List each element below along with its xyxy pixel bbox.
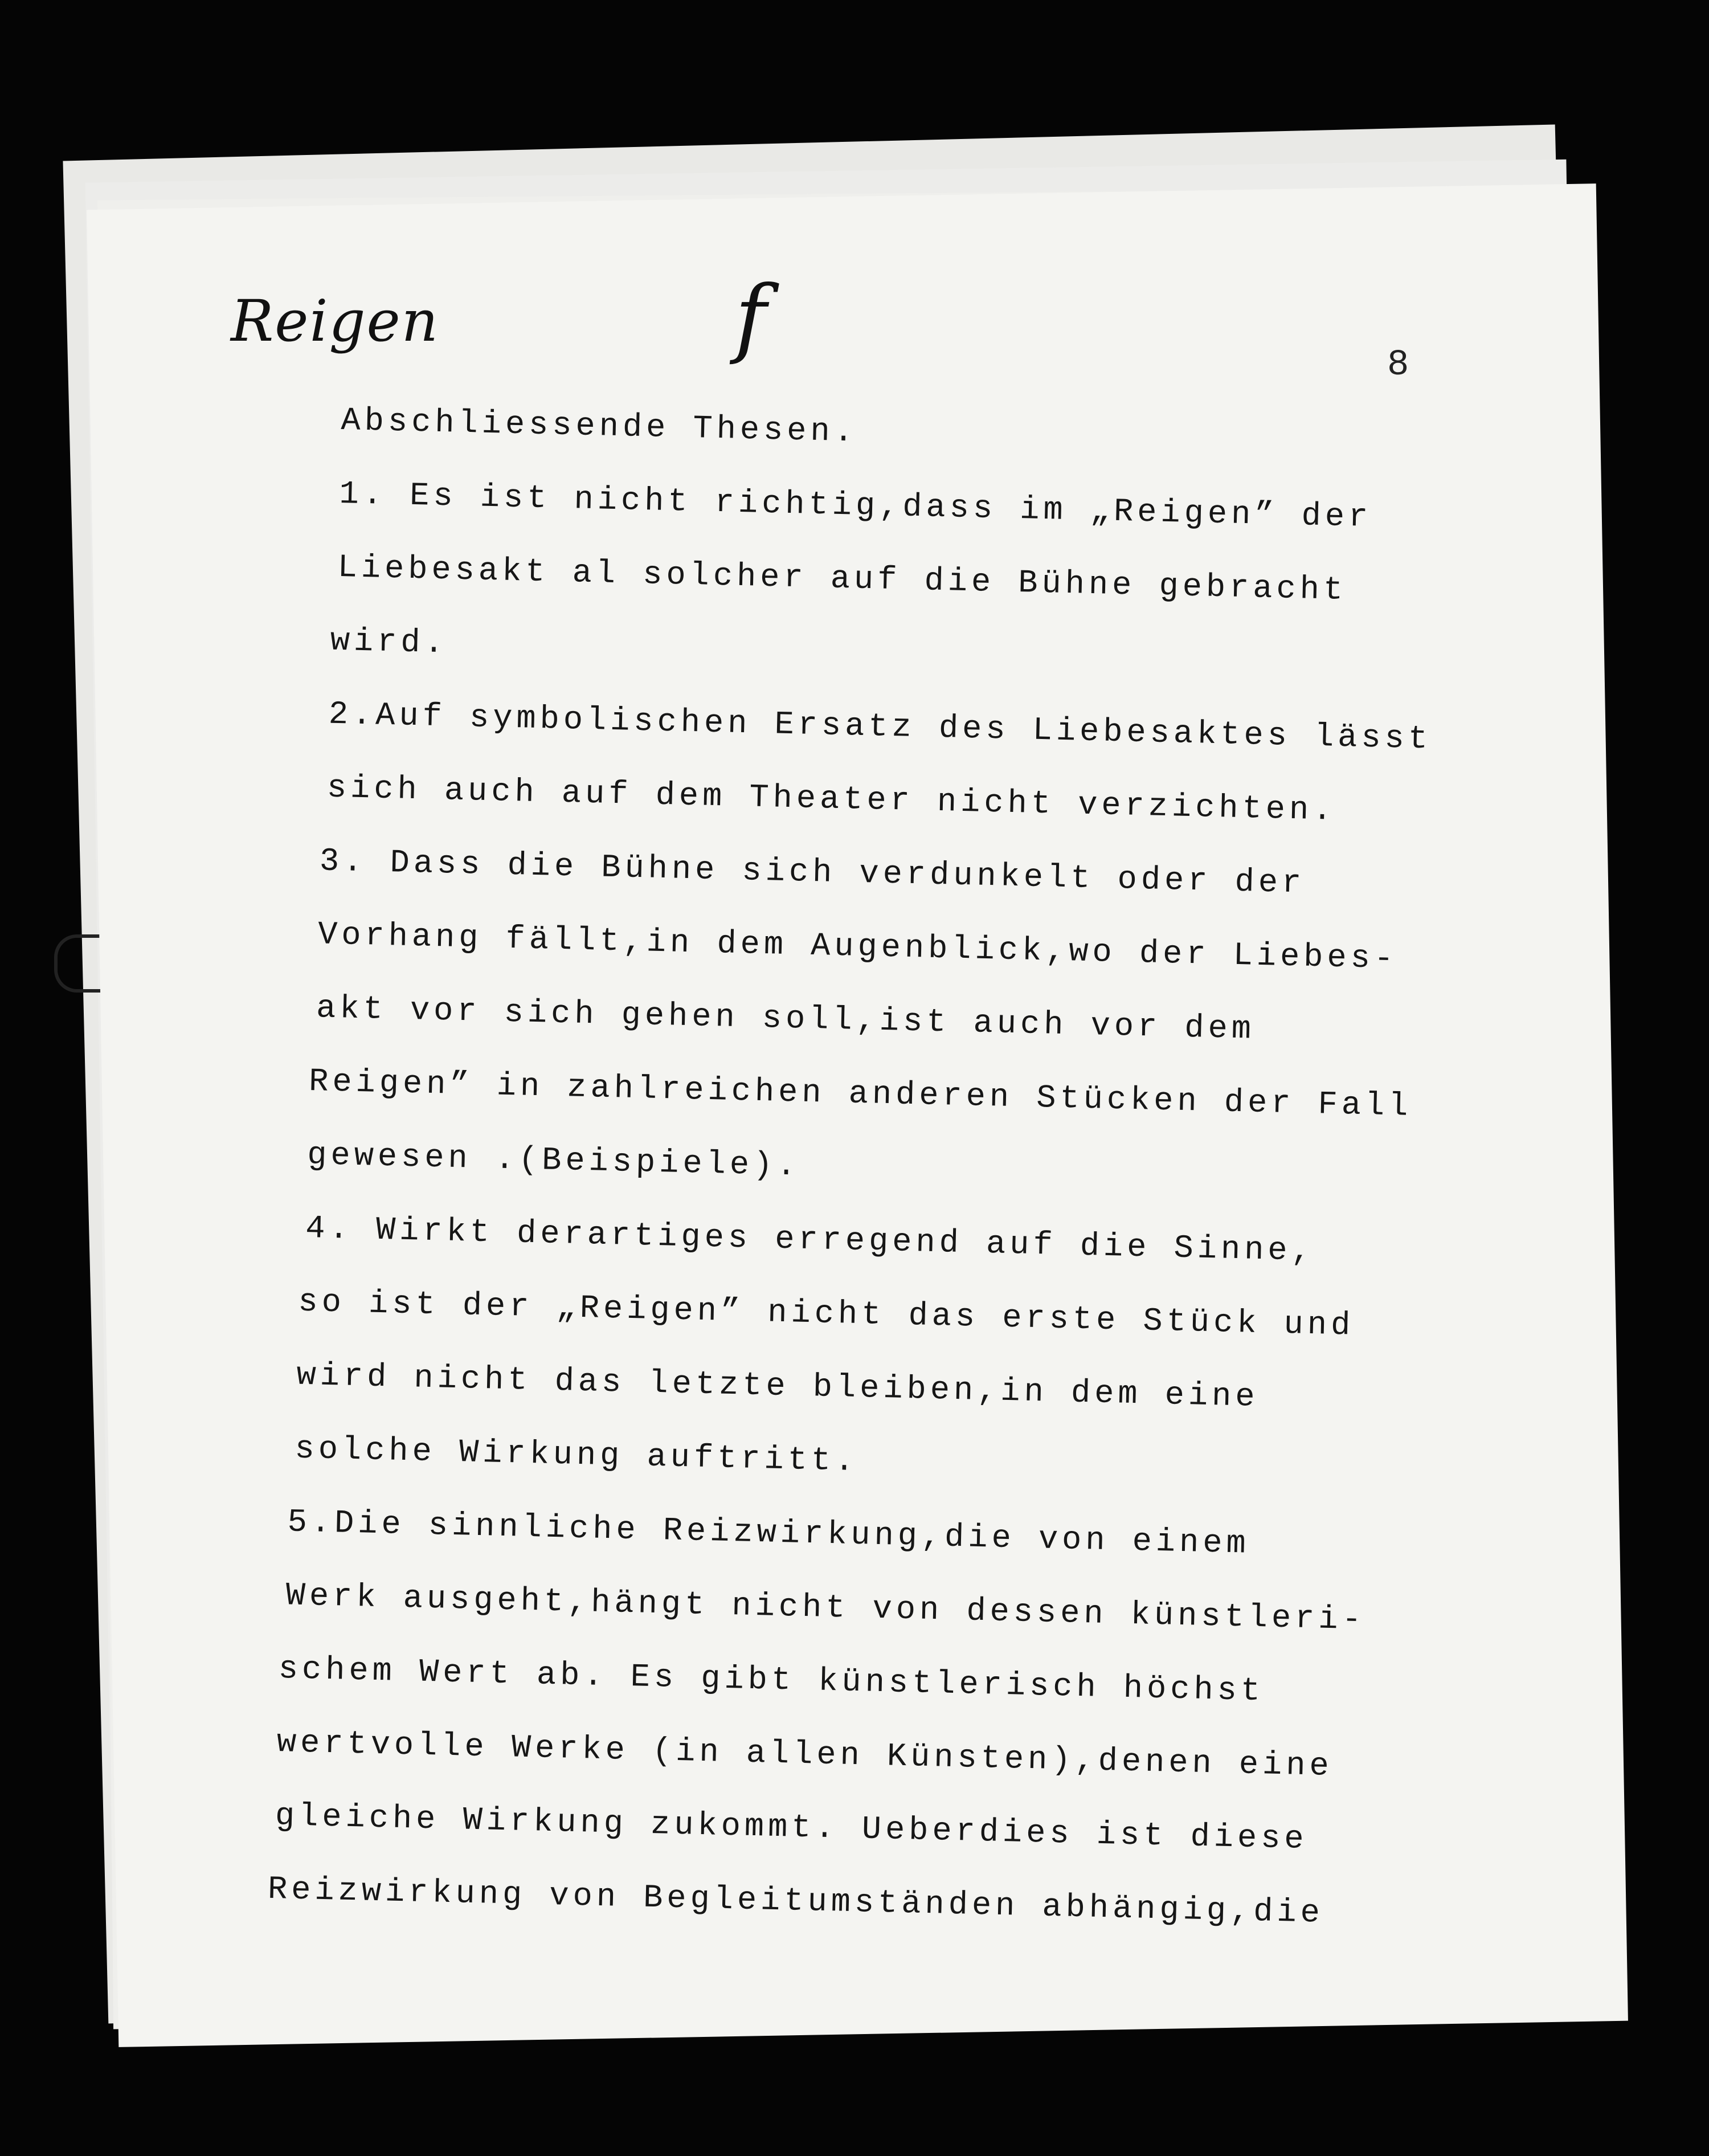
text-line: 2.Auf symbolischen Ersatz des Liebesaktes lässt (328, 696, 1432, 758)
text-line: 3. Dass die Bühne sich verdunkelt oder der (319, 843, 1306, 903)
text-line: wird. (330, 623, 448, 663)
text-line: gewesen .(Beispiele). (306, 1137, 801, 1185)
typed-text (267, 385, 1584, 1956)
text-line: wertvolle Werke (in allen Künsten),denen eine (276, 1725, 1334, 1786)
text-line: Reigen” in zahlreichen anderen Stücken der Fall (308, 1064, 1413, 1125)
text-line: Werk ausgeht,hängt nicht von dessen künstleri- (285, 1578, 1366, 1639)
text-line: wird nicht das letzte bleiben,in dem eine (296, 1357, 1260, 1416)
text-line: Reizwirkung von Begleitumständen abhängig,die (267, 1871, 1324, 1932)
text-line: akt vor sich gehen soll,ist auch vor dem (316, 990, 1256, 1048)
text-line: Liebesakt al solcher auf die Bühne gebracht (337, 549, 1347, 610)
text-line: 5.Die sinnliche Reizwirkung,die von einem (287, 1504, 1250, 1563)
text-line: so ist der „Reigen” nicht das erste Stück und (297, 1284, 1355, 1345)
text-line: 1. Es ist nicht richtig,dass im „Reigen” der (338, 476, 1372, 537)
text-line: sich auch auf dem Theater nicht verzichten. (326, 770, 1337, 830)
text-line: gleiche Wirkung zukommt. Ueberdies ist diese (275, 1798, 1309, 1859)
text-line: schem Wert ab. Es gibt künstlerisch höchst (278, 1651, 1265, 1710)
text-line: Abschliessende Thesen. (340, 402, 858, 451)
text-line: 4. Wirkt derartiges erregend auf die Sinne, (305, 1210, 1315, 1271)
page-number: 8 (1387, 345, 1409, 386)
text-line: solche Wirkung auftritt. (294, 1431, 858, 1481)
handwritten-title: Reigen (231, 288, 440, 354)
handwritten-mark: f (735, 268, 767, 367)
text-line: Vorhang fällt,in dem Augenblick,wo der Liebes- (317, 917, 1398, 978)
